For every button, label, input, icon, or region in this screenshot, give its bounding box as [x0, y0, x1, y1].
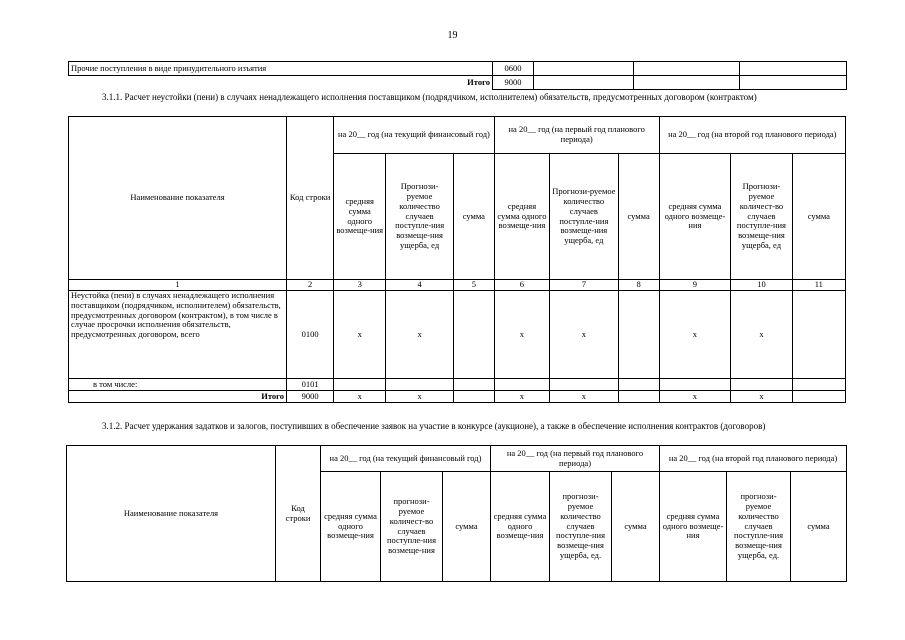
col-name-header: Наименование показателя — [67, 446, 276, 582]
row-code: 0600 — [493, 62, 534, 76]
cell-x: х — [731, 291, 792, 379]
table-header-row — [67, 446, 847, 472]
sub-count-header: Прогнози-руемое количество случаев поступле-ния возмеще-ния ущерба, ед — [386, 154, 454, 280]
col-number: 10 — [731, 280, 792, 291]
sub-avg-header: средняя сумма одного возмеще-ния — [334, 154, 386, 280]
period-second-header: на 20__ год (на второй год планового периода) — [660, 446, 847, 472]
table-row — [69, 379, 846, 391]
page-number: 19 — [447, 30, 458, 41]
sub-sum-header: сумма — [453, 154, 494, 280]
period-first-header: на 20__ год (на первый год планового периода) — [491, 446, 660, 472]
top-table — [68, 61, 847, 90]
sub-count-header: Прогнози-руемое количество случаев поступле-ния возмеще-ния ущерба, ед — [550, 154, 619, 280]
col-number: 6 — [494, 280, 549, 291]
cell-x: х — [659, 291, 731, 379]
section-heading-3-1-1: 3.1.1. Расчет неустойки (пени) в случаях ненадлежащего исполнения поставщиком (подрядчиком, исполнителем) обязательств, предусмотренных договором (контрактом) — [102, 92, 757, 102]
cell-x: х — [386, 391, 454, 403]
cell-x: х — [494, 291, 549, 379]
row-name: Прочие поступления в виде принудительного изъятия — [69, 62, 493, 76]
cell-x: х — [494, 391, 549, 403]
table-row — [69, 391, 846, 403]
cell-x: х — [334, 391, 386, 403]
table-row — [69, 62, 847, 76]
col-number: 8 — [618, 280, 659, 291]
sub-avg-header: средняя сумма одного возмеще-ния — [321, 472, 381, 582]
col-number: 3 — [334, 280, 386, 291]
period-current-header: на 20__ год (на текущий финансовый год) — [321, 446, 491, 472]
col-number: 9 — [659, 280, 731, 291]
row-name: Неустойка (пени) в случаях ненадлежащего исполнения поставщиком (подрядчиком, исполнителем) обязательств, предусмотренных договором (контрактом), в том числе в случае просрочки исполнения обязательств, предусмотренных договором, всего — [69, 291, 287, 379]
sub-sum-header: сумма — [443, 472, 491, 582]
row-code: 0100 — [287, 291, 334, 379]
sub-count-header: прогнози-руемое количество случаев поступле-ния возмеще-ния ущерба, ед. — [550, 472, 612, 582]
column-numbers-row — [69, 280, 846, 291]
sub-sum-header: сумма — [612, 472, 660, 582]
total-label: Итого — [467, 76, 490, 87]
table-header-row — [69, 117, 846, 154]
row-code: 9000 — [493, 76, 534, 90]
cell-x: х — [659, 391, 731, 403]
total-label: Итого — [69, 391, 287, 403]
cell-x: х — [334, 291, 386, 379]
sub-count-header: прогнози-руемое количество случаев поступле-ния возмеще-ния ущерба, ед. — [727, 472, 791, 582]
period-first-header: на 20__ год (на первый год планового периода) — [494, 117, 659, 154]
col-number: 1 — [69, 280, 287, 291]
row-name: в том числе: — [69, 379, 287, 391]
section-heading-3-1-2: 3.1.2. Расчет удержания задатков и залогов, поступивших в обеспечение заявок на участие в конкурсе (аукционе), а также в обеспечение исполнения контрактов (договоров) — [102, 421, 766, 431]
col-number: 2 — [287, 280, 334, 291]
col-name-header: Наименование показателя — [69, 117, 287, 280]
sub-avg-header: средняя сумма одного возмеще-ния — [659, 154, 731, 280]
sub-sum-header: сумма — [618, 154, 659, 280]
cell-x: х — [550, 291, 619, 379]
col-number: 11 — [792, 280, 845, 291]
col-number: 7 — [550, 280, 619, 291]
sub-sum-header: сумма — [791, 472, 847, 582]
cell-x: х — [386, 291, 454, 379]
period-second-header: на 20__ год (на второй год планового периода) — [659, 117, 845, 154]
penalty-table — [68, 116, 846, 403]
sub-count-header: прогнози-руемое количест-во случаев поступле-ния возмеще-ния — [381, 472, 443, 582]
col-number: 5 — [453, 280, 494, 291]
row-code: 0101 — [287, 379, 334, 391]
sub-avg-header: средняя сумма одного возмеще-ния — [494, 154, 549, 280]
period-current-header: на 20__ год (на текущий финансовый год) — [334, 117, 495, 154]
cell-x: х — [731, 391, 792, 403]
table-row — [69, 291, 846, 379]
table-row — [69, 76, 847, 90]
cell-x: х — [550, 391, 619, 403]
col-code-header: Код строки — [276, 446, 321, 582]
sub-avg-header: средняя сумма одного возмеще-ния — [660, 472, 727, 582]
col-code-header: Код строки — [287, 117, 334, 280]
sub-sum-header: сумма — [792, 154, 845, 280]
col-number: 4 — [386, 280, 454, 291]
sub-count-header: Прогнози-руемое количест-во случаев поступле-ния возмеще-ния ущерба, ед — [731, 154, 792, 280]
deposit-table — [66, 445, 847, 582]
sub-avg-header: средняя сумма одного возмеще-ния — [491, 472, 550, 582]
row-code: 9000 — [287, 391, 334, 403]
